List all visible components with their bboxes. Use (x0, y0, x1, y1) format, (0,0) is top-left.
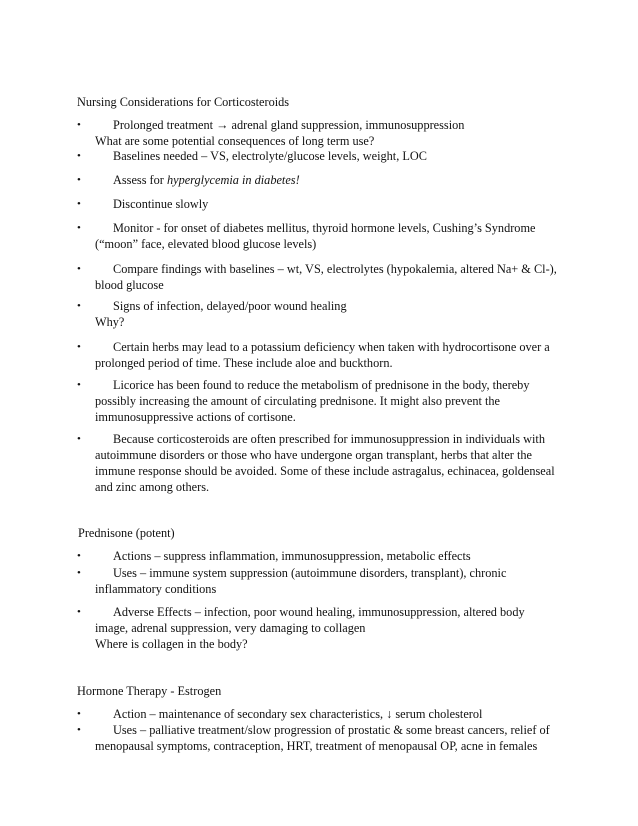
list-item-text: Prolonged treatment → adrenal gland suppression, immunosuppression (113, 118, 465, 132)
bullet-icon: • (77, 198, 81, 210)
list-item-text-emphasis: hyperglycemia in diabetes! (166, 173, 300, 187)
list-item-text: Baselines needed – VS, electrolyte/glucose levels, weight, LOC (113, 149, 427, 163)
bullet-icon: • (77, 150, 81, 162)
bullet-icon: • (77, 567, 81, 579)
list-item (77, 261, 557, 293)
list-item (77, 220, 557, 252)
list-item-text: Uses – palliative treatment/slow progression of prostatic & some breast cancers, relief of menopausal symptoms, contraception, HRT, treatment of menopausal OP, acne in females (95, 723, 550, 753)
list-item-note: Where is collagen in the body? (95, 637, 248, 651)
list-item (77, 377, 557, 425)
list-item (77, 117, 557, 149)
list-item-text: Adverse Effects – infection, poor wound healing, immunosuppression, altered body image, adrenal suppression, very damaging to collagen (95, 605, 525, 635)
bullet-icon: • (77, 433, 81, 445)
bullet-icon: • (77, 222, 81, 234)
list-item (77, 148, 557, 164)
list-item-text: Licorice has been found to reduce the metabolism of prednisone in the body, thereby possibly increasing the amount of circulating prednisone. It might also prevent the immunosuppressive actions of cortisone. (95, 378, 530, 424)
list-item (77, 431, 557, 495)
bullet-icon: • (77, 174, 81, 186)
bullet-icon: • (77, 119, 81, 131)
section-heading-corticosteroids: Nursing Considerations for Corticosteroids (77, 95, 290, 109)
list-item-text: Discontinue slowly (113, 197, 209, 211)
list-item (77, 339, 557, 371)
list-item-text: Because corticosteroids are often prescribed for immunosuppression in individuals with autoimmune disorders or those who have undergone organ transplant, herbs that alter the immune response should be avoided. Some of these include astragalus, echinacea, goldenseal and zinc among others. (95, 432, 555, 494)
list-item (77, 565, 557, 597)
bullet-icon: • (77, 379, 81, 391)
list-item-text: Actions – suppress inflammation, immunosuppression, metabolic effects (113, 549, 471, 563)
list-item (77, 722, 557, 754)
list-item (77, 548, 557, 564)
bullet-icon: • (77, 341, 81, 353)
list-item-note: What are some potential consequences of long term use? (95, 134, 375, 148)
section-heading-prednisone: Prednisone (potent) (78, 526, 175, 540)
list-item (77, 298, 557, 330)
list-item-text: Compare findings with baselines – wt, VS, electrolytes (hypokalemia, altered Na+ & Cl-), blood glucose (95, 262, 557, 292)
list-item (77, 706, 557, 722)
bullet-icon: • (77, 724, 81, 736)
list-item-text: Monitor - for onset of diabetes mellitus, thyroid hormone levels, Cushing’s Syndrome (“moon” face, elevated blood glucose levels) (95, 221, 536, 251)
bullet-icon: • (77, 300, 81, 312)
bullet-icon: • (77, 708, 81, 720)
list-item-text (95, 172, 557, 188)
bullet-icon: • (77, 606, 81, 618)
bullet-icon: • (77, 263, 81, 275)
list-item-text: Certain herbs may lead to a potassium deficiency when taken with hydrocortisone over a prolonged period of time. These include aloe and buckthorn. (95, 340, 550, 370)
list-item-text-prefix: Assess for (113, 173, 167, 187)
list-item-text: Signs of infection, delayed/poor wound healing (113, 299, 347, 313)
bullet-icon: • (77, 550, 81, 562)
list-item (77, 604, 557, 652)
list-item-note: Why? (95, 315, 125, 329)
list-item (77, 172, 557, 188)
list-item (77, 196, 557, 212)
section-heading-hormone-therapy: Hormone Therapy - Estrogen (77, 684, 222, 698)
list-item-text: Action – maintenance of secondary sex characteristics, ↓ serum cholesterol (113, 707, 483, 721)
list-item-text: Uses – immune system suppression (autoimmune disorders, transplant), chronic inflammatory conditions (95, 566, 507, 596)
